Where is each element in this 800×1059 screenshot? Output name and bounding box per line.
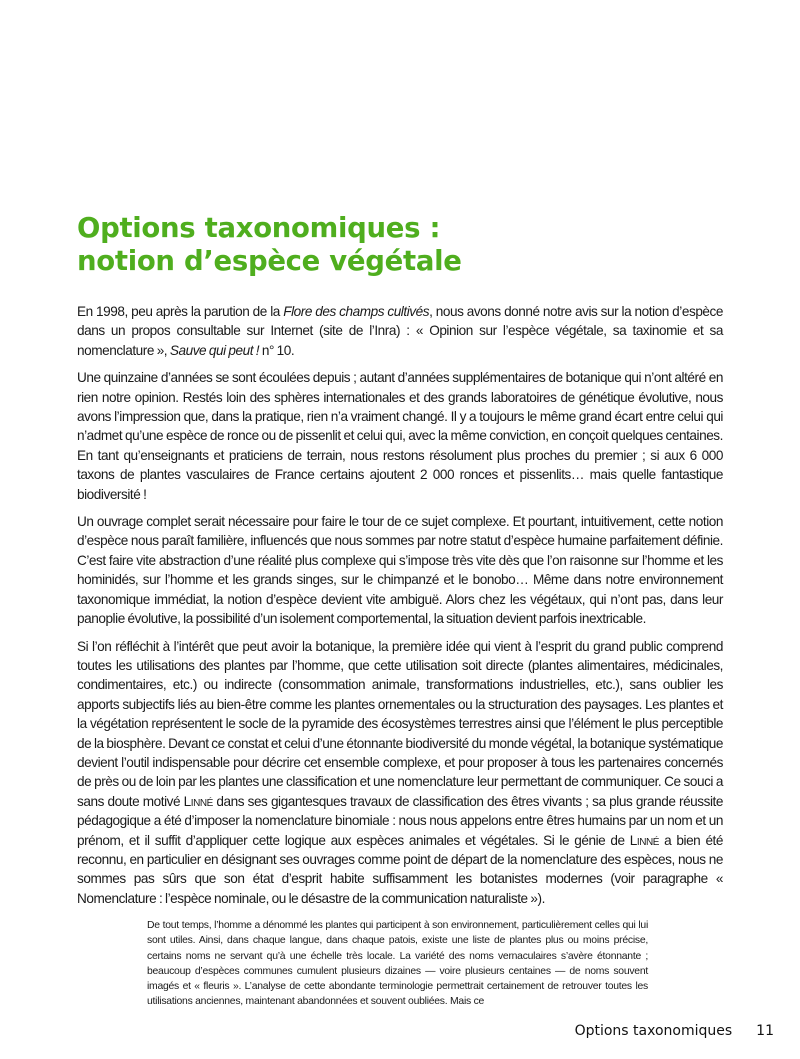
paragraph-3: Un ouvrage complet serait nécessaire pour faire le tour de ce sujet complexe. Et pourtant, intuitivement, cette notion d’espèce nous paraît familière, influencés que nous sommes par notre statut d’espèce humaine parfaitement définie. C’est faire vite abstraction d’une réalité plus complexe qui s’impose très vite dès que l’on raisonne sur l’homme et les hominidés, sur l’homme et les grands singes, sur le chimpanzé et le bonobo… Même dans notre environnement taxonomique immédiat, la notion d’espèce devient vite ambiguë. Alors chez les végétaux, qui n’ont pas, dans leur panoplie évolutive, la possibilité d’un isolement comportemental, la situation devient parfois inextricable. xyxy=(77,514,723,627)
text: , nous avons donné notre avis sur la notion d’espèce dans un propos consultable sur Internet (site de l’Inra) : « Opinion sur l’espèce végétale, sa taxinomie et sa nomenclature », xyxy=(77,304,723,358)
author-name: Linné xyxy=(629,832,659,848)
text: n° 10. xyxy=(259,342,295,358)
publication-title: Sauve qui peut ! xyxy=(169,342,260,358)
author-name: Linné xyxy=(183,793,213,809)
book-title: Flore des champs cultivés xyxy=(283,304,430,319)
text: Si l’on réfléchit à l’intérêt que peut avoir la botanique, la première idée qui vient à l’esprit du grand public comprend toutes les utilisations des plantes par l’homme, que cette utilisation soit directe (plantes alimentaires, médicinales, condimentaires, etc.) ou indirecte (consommation animale, transformations industrielles, etc.), sans oublier les apports subjectifs liés au bien-être comme les plantes ornementales ou la structuration des paysages. Les plantes et la végétation représentent le socle de la pyramide des écosystèmes terrestres ainsi que l’élément le plus perceptible de la biosphère. Devant ce constat et celui d’une étonnante biodiversité du monde végétal, la botanique systématique devient l’outil indispensable pour décrire cet ensemble complexe, et pour proposer à tous les partenaires concernés de près ou de loin par les plantes une classification et une nomenclature leur permettant de communiquer. Ce souci a sans doute motivé xyxy=(77,638,723,809)
page-footer xyxy=(77,1023,774,1039)
page-number: 11 xyxy=(756,1023,774,1040)
text: dans ses gigantesques travaux de classification des êtres vivants ; sa plus grande réussite pédagogique a été d’imposer la nomenclature binomiale : nous nous appelons entre êtres humains par un nom et un prénom, et il suffit d’appliquer cette logique aux espèces animales et végétales. Si le génie de xyxy=(77,793,723,848)
text: a bien été reconnu, en particulier en désignant ses ouvrages comme point de départ de la nomenclature des espèces, nous ne sommes pas sûrs que son état d’esprit habite suffisamment les botanistes modernes (voir paragraphe « Nomenclature : l’espèce nominale, ou le désastre de la communication naturaliste »). xyxy=(77,832,723,906)
chapter-title-line-2: notion d’espèce végétale xyxy=(77,245,462,277)
paragraph-4 xyxy=(77,637,723,909)
chapter-title xyxy=(77,212,774,278)
paragraph-1 xyxy=(77,302,723,360)
chapter-title-line-1: Options taxonomiques : xyxy=(77,212,441,244)
body-text xyxy=(77,302,723,908)
sidebar-box-text: De tout temps, l’homme a dénommé les plantes qui participent à son environnement, particulièrement celles qui lui sont utiles. Ainsi, dans chaque langue, dans chaque patois, existe une liste de plantes plus ou moins précise, certains noms ne servant qu’à une échelle très locale. La variété des noms vernaculaires s’avère étonnante ; beaucoup d’espèces communes cumulent plusieurs dizaines — voire plusieurs centaines — de noms souvent imagés et « fleuris ». L’analyse de cette abondante terminologie permettrait certainement de retrouver toutes les utilisations anciennes, maintenant abandonnées et souvent oubliées. Mais ce xyxy=(147,920,648,1008)
text: En 1998, peu après la parution de la xyxy=(77,304,284,319)
paragraph-2: Une quinzaine d’années se sont écoulées depuis ; autant d’années supplémentaires de botanique qui n’ont altéré en rien notre opinion. Restés loin des sphères internationales et des grands laboratoires de génétique évolutive, nous avons l’impression que, dans la pratique, rien n’a vraiment changé. Il y a toujours le même grand écart entre celui qui n’admet qu’une espèce de ronce ou de pissenlit et celui qui, avec la même conviction, en conçoit quelques centaines. En tant qu’enseignants et praticiens de terrain, nous restons résolument plus proches du premier ; si aux 6 000 taxons de plantes vasculaires de France certains ajoutent 2 000 ronces et pissenlits… mais quelle fantastique biodiversité ! xyxy=(77,370,723,502)
running-title: Options taxonomiques xyxy=(574,1023,733,1040)
